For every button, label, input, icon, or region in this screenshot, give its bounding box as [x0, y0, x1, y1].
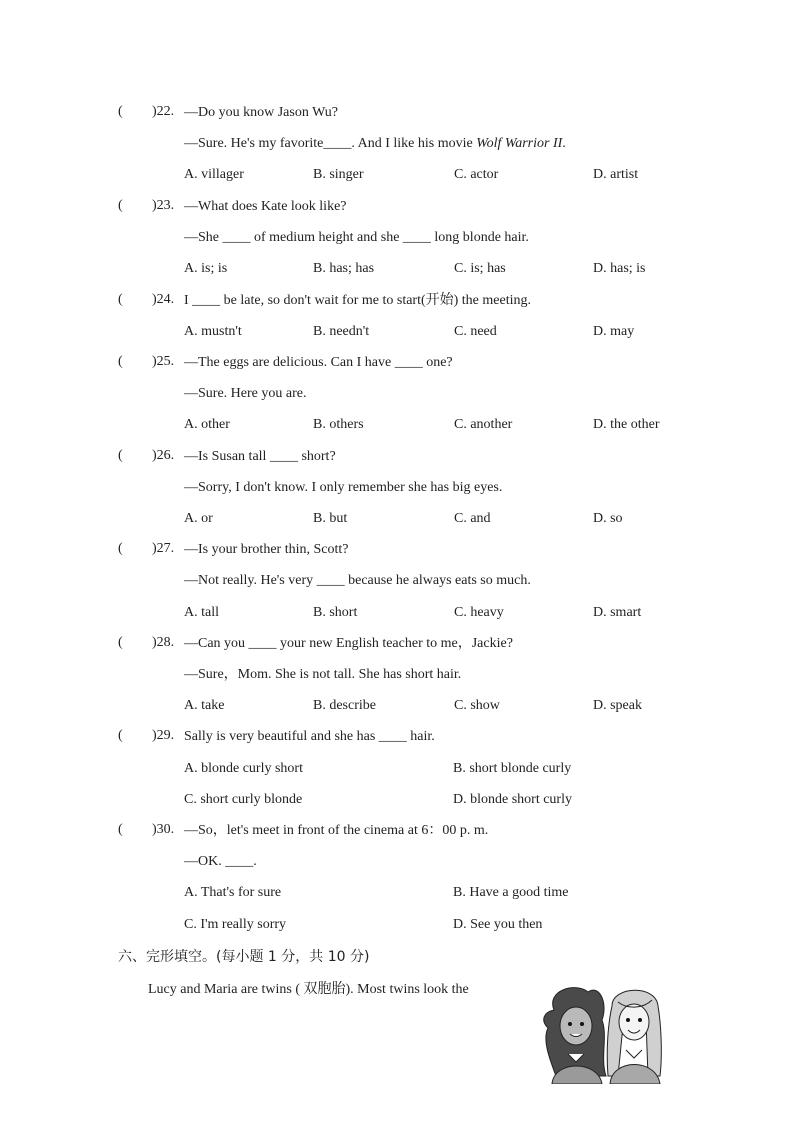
- option-c: C. need: [454, 324, 497, 339]
- option-b: B. describe: [313, 698, 376, 713]
- option-a: A. or: [184, 511, 213, 526]
- question-line-2: [184, 135, 566, 153]
- option-d: D. the other: [593, 417, 660, 432]
- answer-paren[interactable]: (: [118, 541, 123, 556]
- option-c: C. heavy: [454, 605, 504, 620]
- twins-illustration: [536, 980, 668, 1084]
- question-line-2: —She ____ of medium height and she ____ long blonde hair.: [184, 230, 529, 245]
- question-line-2: —Not really. He's very ____ because he always eats so much.: [184, 573, 531, 588]
- option-a: A. tall: [184, 605, 219, 620]
- option-b: B. Have a good time: [453, 885, 569, 900]
- movie-title: Wolf Warrior II: [476, 136, 563, 151]
- option-b: B. short blonde curly: [453, 761, 572, 776]
- question-stem: —What does Kate look like?: [184, 199, 347, 214]
- option-a: A. is; is: [184, 261, 228, 276]
- passage-first-line: Lucy and Maria are twins ( 双胞胎). Most twins look the: [148, 982, 469, 997]
- question-number: )30.: [152, 822, 175, 837]
- option-c: C. short curly blonde: [184, 792, 303, 807]
- option-c: C. another: [454, 417, 513, 432]
- option-d: D. See you then: [453, 917, 543, 932]
- answer-paren[interactable]: (: [118, 198, 123, 213]
- question-stem: —The eggs are delicious. Can I have ____ one?: [184, 355, 453, 370]
- option-c: C. and: [454, 511, 491, 526]
- answer-paren[interactable]: (: [118, 635, 123, 650]
- option-b: B. has; has: [313, 261, 375, 276]
- question-number: )23.: [152, 198, 175, 213]
- option-b: B. but: [313, 511, 348, 526]
- option-c: C. show: [454, 698, 500, 713]
- answer-paren[interactable]: (: [118, 448, 123, 463]
- question-stem: I ____ be late, so don't wait for me to start(开始) the meeting.: [184, 293, 531, 308]
- answer-paren[interactable]: (: [118, 104, 123, 119]
- option-a: A. take: [184, 698, 225, 713]
- section-heading: 六、完形填空。(每小题 1 分，共 10 分): [118, 949, 370, 965]
- option-a: A. That's for sure: [184, 885, 282, 900]
- option-a: A. blonde curly short: [184, 761, 303, 776]
- option-c: C. I'm really sorry: [184, 917, 287, 932]
- question-stem: —Do you know Jason Wu?: [184, 105, 338, 120]
- question-number: )28.: [152, 635, 175, 650]
- question-number: )29.: [152, 728, 175, 743]
- question-number: )24.: [152, 292, 175, 307]
- question-stem: —Is your brother thin, Scott?: [184, 542, 349, 557]
- question-stem: —Is Susan tall ____ short?: [184, 449, 336, 464]
- option-d: D. artist: [593, 167, 639, 182]
- option-c: C. actor: [454, 167, 499, 182]
- answer-paren[interactable]: (: [118, 728, 123, 743]
- line-text: —Sure. He's my favorite____. And I like his movie: [184, 136, 477, 151]
- option-a: A. mustn't: [184, 324, 242, 339]
- question-number: )25.: [152, 354, 175, 369]
- option-c: C. is; has: [454, 261, 506, 276]
- option-d: D. may: [593, 324, 635, 339]
- question-number: )26.: [152, 448, 175, 463]
- answer-paren[interactable]: (: [118, 822, 123, 837]
- option-b: B. needn't: [313, 324, 370, 339]
- option-d: D. so: [593, 511, 623, 526]
- question-stem: —So，let's meet in front of the cinema at 6：00 p. m.: [184, 823, 489, 838]
- option-d: D. has; is: [593, 261, 646, 276]
- question-line-2: —Sorry, I don't know. I only remember she has big eyes.: [184, 480, 503, 495]
- question-stem: —Can you ____ your new English teacher to me，Jackie?: [184, 636, 513, 651]
- answer-paren[interactable]: (: [118, 354, 123, 369]
- option-a: A. other: [184, 417, 230, 432]
- option-d: D. speak: [593, 698, 642, 713]
- question-number: )22.: [152, 104, 175, 119]
- question-line-2: —Sure. Here you are.: [184, 386, 307, 401]
- option-b: B. short: [313, 605, 358, 620]
- option-b: B. others: [313, 417, 364, 432]
- question-line-2: —Sure，Mom. She is not tall. She has short hair.: [184, 667, 462, 682]
- option-a: A. villager: [184, 167, 244, 182]
- option-b: B. singer: [313, 167, 364, 182]
- question-stem: Sally is very beautiful and she has ____ hair.: [184, 729, 435, 744]
- option-d: D. blonde short curly: [453, 792, 572, 807]
- question-line-2: —OK. ____.: [184, 854, 257, 869]
- answer-paren[interactable]: (: [118, 292, 123, 307]
- question-number: )27.: [152, 541, 175, 556]
- option-d: D. smart: [593, 605, 642, 620]
- period: .: [562, 136, 566, 151]
